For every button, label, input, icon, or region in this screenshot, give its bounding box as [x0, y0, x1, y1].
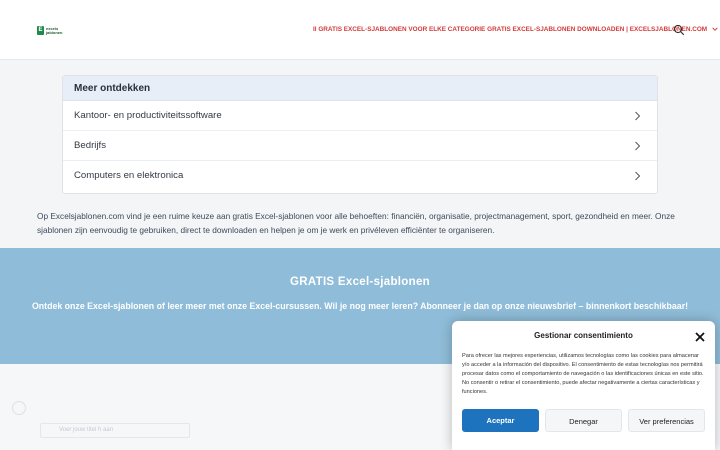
logo-mark-icon: E [38, 27, 43, 33]
site-header [0, 0, 720, 60]
intro-paragraph: Op Excelsjablonen.com vind je een ruime keuze aan gratis Excel-sjablonen voor alle behoeften: financiën, organisatie, projectmanagement, sport, gezondheid en meer. Onze sjablonen zijn eenvoudig te gebruiken, direct te downloaden en helpen je om je werk en privéleven efficiënter te organiseren. [37, 211, 675, 235]
banner-text: Ontdek onze Excel-sjablonen of leer meer met onze Excel-cursussen. Wil je nog meer leren? Abonneer je dan op onze nieuwsbrief – binnenkort beschikbaar! [31, 301, 689, 311]
cookie-consent-dialog [452, 321, 715, 450]
chevron-right-icon [634, 141, 641, 151]
discover-title: Meer ontdekken [63, 76, 657, 101]
logo-text-line1: excels [46, 25, 59, 31]
deny-button[interactable]: Denegar [545, 409, 622, 432]
close-icon[interactable] [695, 332, 705, 342]
footer-input[interactable]: Voer jouw titel h aan [40, 423, 190, 438]
nav-menu-item[interactable] [313, 25, 719, 33]
accessibility-icon[interactable] [12, 401, 26, 415]
discover-item[interactable] [63, 161, 657, 191]
search-icon[interactable] [673, 24, 685, 36]
chevron-right-icon [634, 111, 641, 121]
logo-text-line2: jablonen [46, 29, 63, 35]
discover-item-label: Computers en elektronica [74, 170, 184, 181]
nav-menu-label: II GRATIS EXCEL-SJABLONEN VOOR ELKE CATEGORIE GRATIS EXCEL-SJABLONEN DOWNLOADEN | EXCELSJABLONEN.COM [313, 25, 708, 33]
chevron-right-icon [634, 171, 641, 181]
discover-item-label: Bedrijfs [74, 140, 106, 151]
discover-item[interactable] [63, 101, 657, 131]
consent-title: Gestionar consentimiento [534, 331, 633, 340]
chevron-down-icon [711, 25, 719, 33]
discover-more-card [62, 75, 658, 194]
discover-item[interactable] [63, 131, 657, 161]
discover-item-label: Kantoor- en productiviteitssoftware [74, 110, 222, 121]
banner-title: GRATIS Excel-sjablonen [290, 276, 430, 288]
consent-text: Para ofrecer las mejores experiencias, utilizamos tecnologías como las cookies para almacenar y/o acceder a la información del dispositivo. El consentimiento de estas tecnologías nos permitirá procesar datos como el comportamiento de navegación o las identificaciones únicas en este sitio. No consentir o retirar el consentimiento, puede afectar negativamente a ciertas características y funciones. [462, 353, 704, 395]
site-logo[interactable] [37, 25, 65, 36]
accept-button[interactable]: Aceptar [462, 409, 539, 432]
view-preferences-button[interactable]: Ver preferencias [628, 409, 705, 432]
